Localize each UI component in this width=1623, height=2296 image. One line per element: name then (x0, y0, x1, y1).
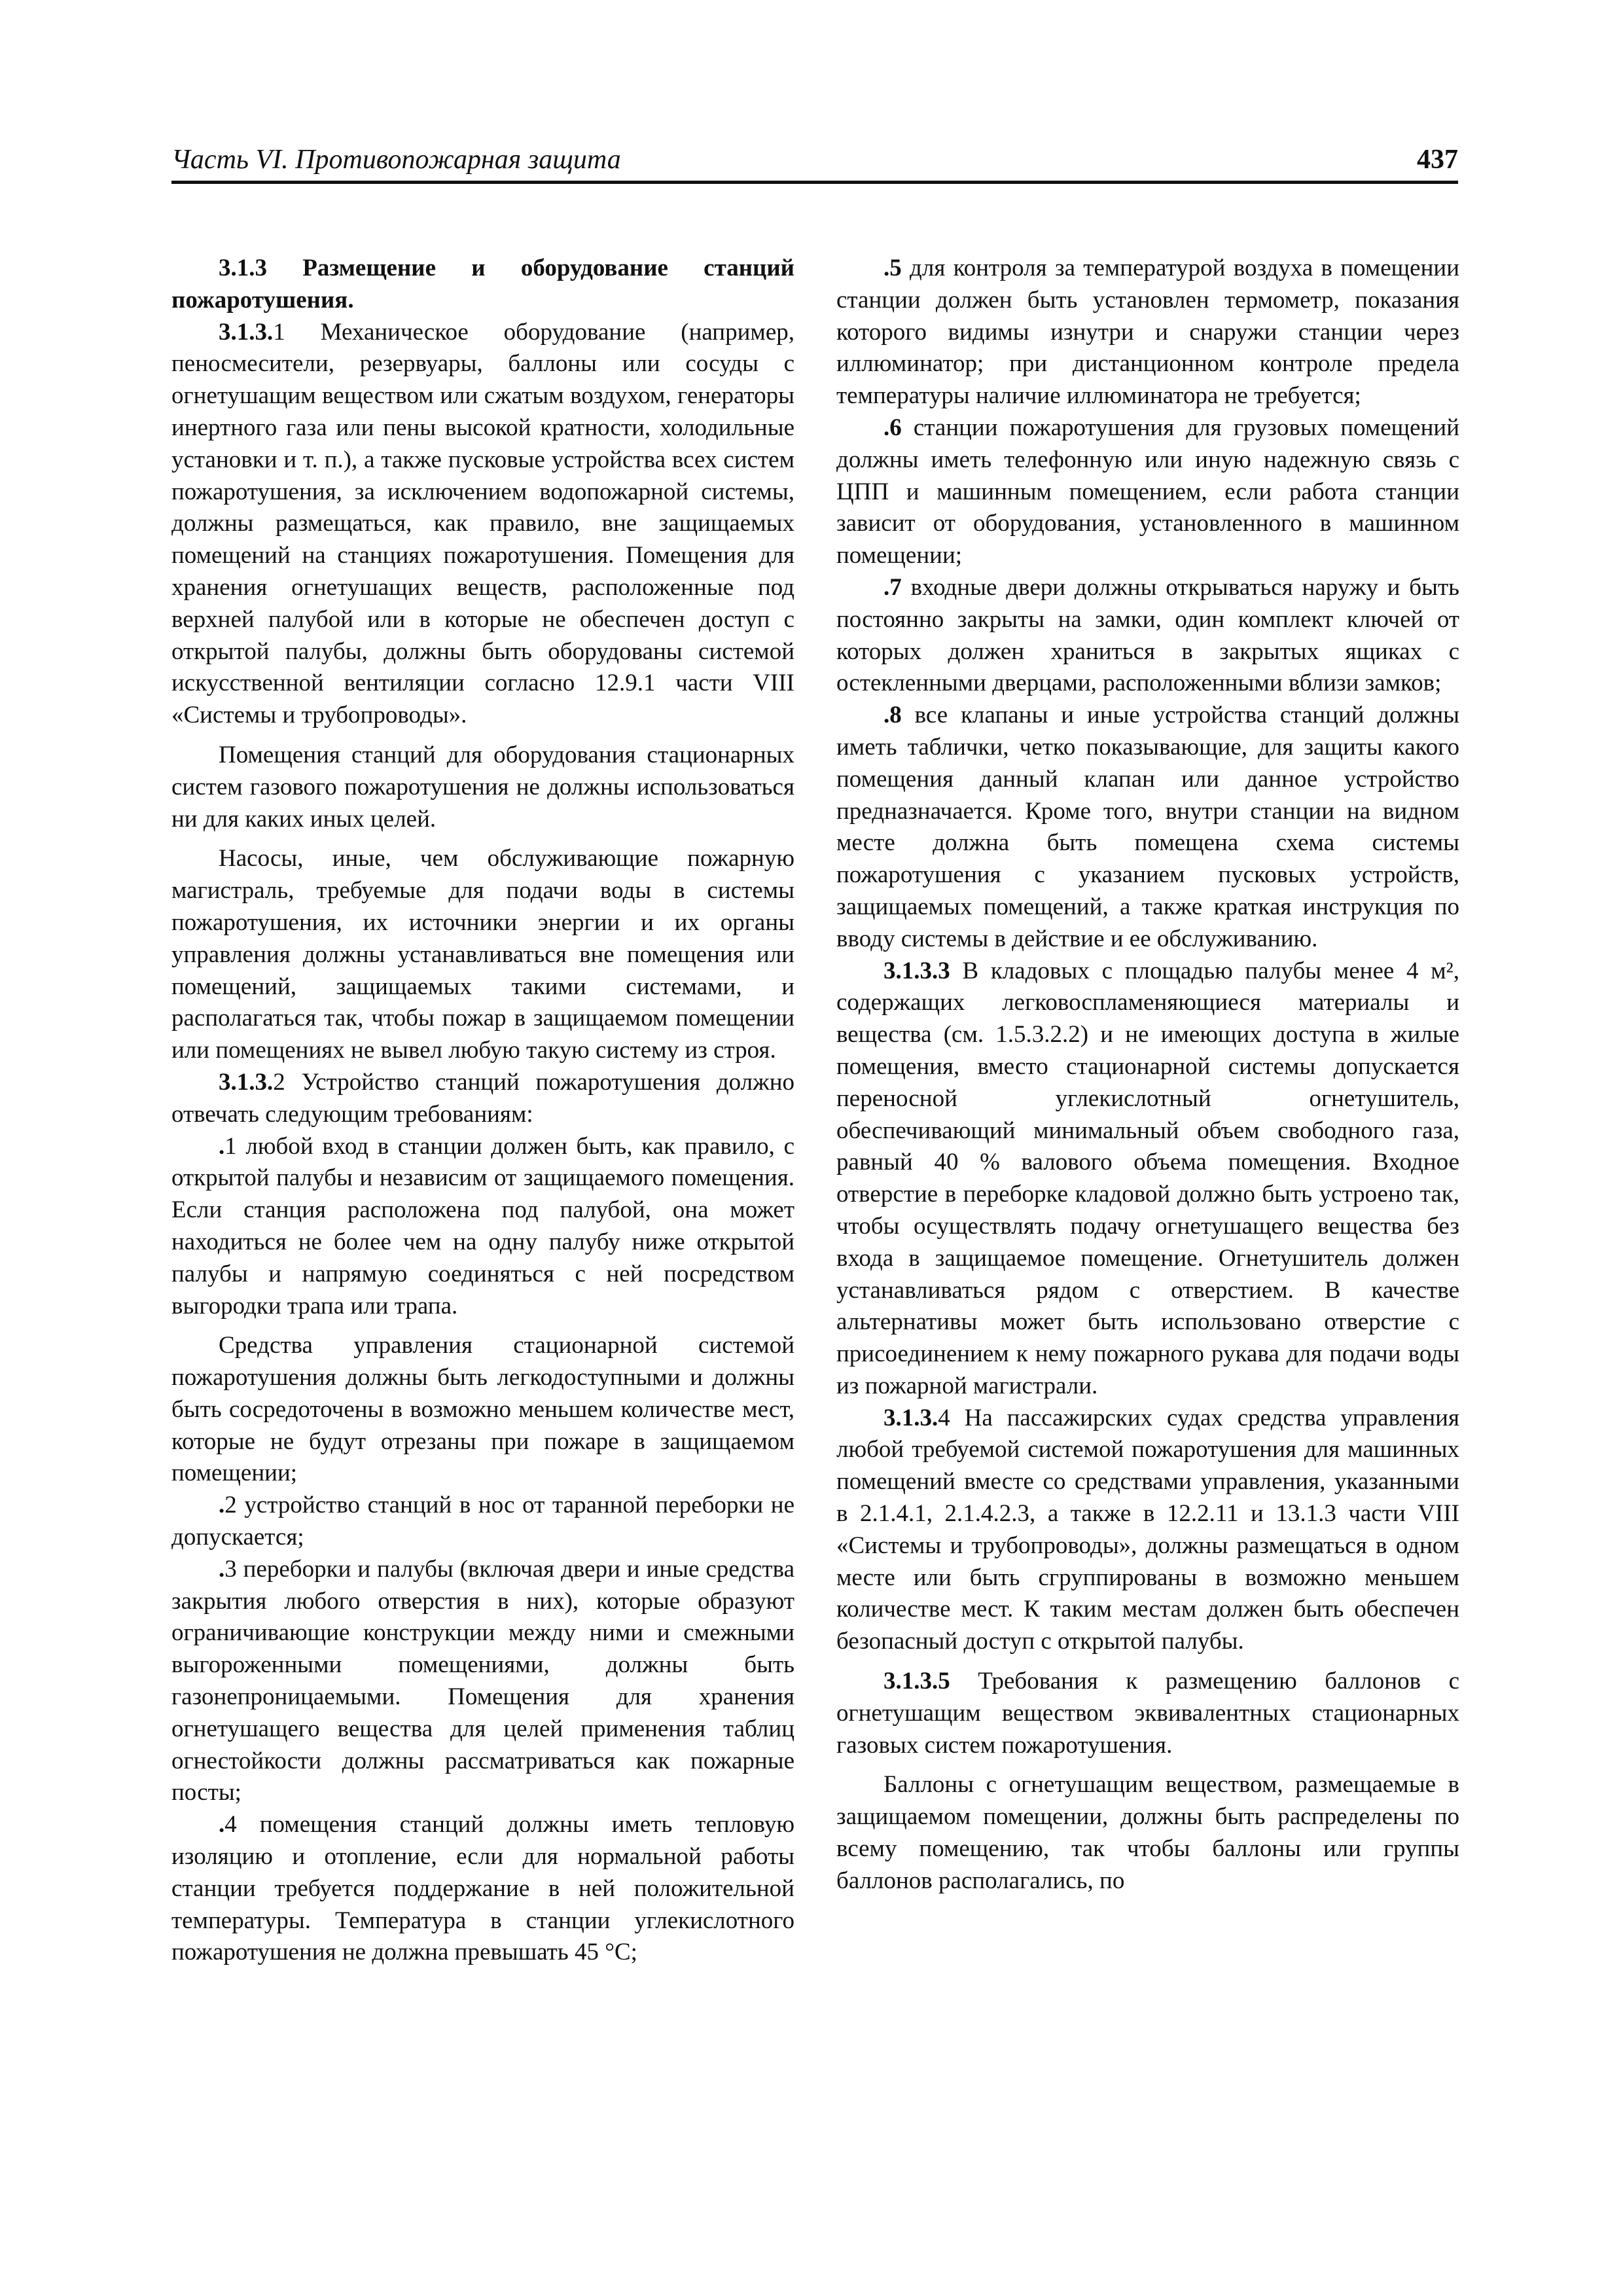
paragraph-text: станции пожаротушения для грузовых помещений должны иметь телефонную или иную надежную связь с ЦПП и машинным помещением, если работа станции зависит от оборудования, установленного в машинном помещении; (836, 414, 1459, 569)
header-title: Часть VI. Противопожарная защита (171, 145, 621, 175)
paragraph-text: 3 переборки и палубы (включая двери и иные средства закрытия любого отверстия в них), которые образуют ограничивающие конструкции между ними и смежными выгороженными помещениями, должны быть газонепроницаемыми. Помещения для хранения огнетушащего вещества для целей применения таблиц огнестойкости должны рассматриваться как пожарные посты; (171, 1555, 794, 1806)
item-number: . (219, 1555, 225, 1583)
paragraph-text: азмещение и оборудование станций пожаротушения. (171, 255, 794, 314)
item-number: .6 (883, 414, 902, 441)
clause-number: 3.1.3. (219, 1068, 274, 1096)
paragraph (171, 1131, 794, 1323)
paragraph (836, 572, 1459, 700)
paragraph-text: 4 помещения станций должны иметь тепловую изоляцию и отопление, если для нормальной работы станции требуется поддержание в ней положительной температуры. Температура в станции углекислотного пожаротушения не должна превышать 45 °С; (171, 1811, 794, 1966)
running-header (171, 141, 1458, 184)
clause-number: 3.1.3. (883, 1404, 938, 1431)
paragraph (171, 1067, 794, 1131)
paragraph-text: 4 На пассажирских судах средства управления любой требуемой системой пожаротушения для машинных помещений вместе со средствами управления, указанными в 2.1.4.1, 2.1.4.2.3, а также в 12.2.11 и 13.1.3 части VIII «Системы и трубопроводы», должны размещаться в одном месте или быть сгруппированы в возможно меньшем количестве мест. К таким местам должен быть обеспечен безопасный доступ с открытой палубы. (836, 1404, 1459, 1655)
paragraph (836, 1769, 1459, 1897)
paragraph (836, 253, 1459, 412)
paragraph-text: для контроля за температурой воздуха в помещении станции должен быть установлен термометр, показания которого видимы изнутри и снаружи станции через иллюминатор; при дистанционном контроле предела температуры наличие иллюминатора не требуется; (836, 255, 1459, 410)
clause-number: 3.1.3.5 (883, 1668, 950, 1695)
paragraph (836, 956, 1459, 1403)
paragraph (171, 1809, 794, 1969)
paragraph (836, 1666, 1459, 1761)
paragraph-text: 1 Механическое оборудование (например, пеносмесители, резервуары, баллоны или сосуды с огнетушащим веществом или сжатым воздухом, генераторы инертного газа или пены высокой кратности, холодильные установки и т. п.), а также пусковые устройства всех систем пожаротушения, за исключением водопожарной системы, должны размещаться, как правило, вне защищаемых помещений на станциях пожаротушения. Помещения для хранения огнетушащих веществ, расположенные под верхней палубой или в которые не обеспечен доступ с открытой палубы, должны быть оборудованы системой искусственной вентиляции согласно 12.9.1 части VIII «Системы и трубопроводы». (171, 318, 794, 729)
paragraph-text: В кладовых с площадью палубы менее 4 м², содержащих легковоспламеняющиеся материалы и вещества (см. 1.5.3.2.2) и не имеющих доступа в жилые помещения, вместо стационарной системы допускается переносной углекислотный огнетушитель, обеспечивающий минимальный объем свободного газа, равный 40 % валового объема помещения. Входное отверстие в переборке кладовой должно быть устроено так, чтобы осуществлять подачу огнетушащего вещества без входа в защищаемое помещение. Огнетушитель должен устанавливаться рядом с отверстием. В качестве альтернативы может быть использовано отверстие с присоединением к нему пожарного рукава для подачи воды из пожарной магистрали. (836, 957, 1459, 1399)
paragraph-text: 2 Устройство станций пожаротушения должно отвечать следующим требованиям: (171, 1068, 794, 1128)
item-number: . (219, 1811, 225, 1839)
paragraph (171, 843, 794, 1067)
item-number: . (219, 1492, 225, 1519)
paragraph (171, 1330, 794, 1490)
item-number: .7 (883, 573, 902, 601)
clause-number: 3.1.3.3 (883, 957, 950, 984)
paragraph-text: Помещения станций для оборудования стационарных систем газового пожаротушения не должны использоваться ни для каких иных целей. (171, 741, 794, 833)
paragraph-text: Насосы, иные, чем обслуживающие пожарную магистраль, требуемые для подачи воды в системы пожаротушения, их источники энергии и их органы управления должны устанавливаться вне помещения или помещений, защищаемых такими системами, и располагаться так, чтобы пожар в защищаемом помещении или помещениях не вывел любую такую систему из строя. (171, 845, 794, 1064)
paragraph-text: 2 устройство станций в нос от таранной переборки не допускается; (171, 1492, 794, 1551)
clause-number: 3.1.3 Р (219, 255, 317, 281)
right-column (836, 253, 1459, 1897)
paragraph-text: 1 любой вход в станции должен быть, как правило, с открытой палубы и независим от защищаемого помещения. Если станция расположена под палубой, она может находиться не более чем на одну палубу ниже открытой палубы и напрямую соединяться с ней посредством выгородки трапа или трапа. (171, 1132, 794, 1319)
paragraph-text: все клапаны и иные устройства станций должны иметь таблички, четко показывающие, для защиты какого помещения данный клапан или данное устройство предназначается. Кроме того, внутри станции на видном месте должна быть помещена схема системы пожаротушения с указанием пусковых устройств, защищаемых помещений, а также краткая инструкция по вводу системы в действие и ее обслуживанию. (836, 702, 1459, 952)
item-number: .8 (883, 702, 902, 729)
clause-number: 3.1.3. (219, 318, 274, 346)
page-number: 437 (1417, 145, 1458, 175)
paragraph (171, 1490, 794, 1554)
paragraph (171, 740, 794, 835)
paragraph (836, 412, 1459, 572)
paragraph (171, 317, 794, 732)
paragraph (836, 700, 1459, 955)
paragraph-text: Баллоны с огнетушащим веществом, размещаемые в защищаемом помещении, должны быть распределены по всему помещению, так чтобы баллоны или группы баллонов располагались, по (836, 1771, 1459, 1894)
left-column (171, 253, 794, 1969)
item-number: .5 (883, 255, 902, 281)
paragraph-text: Требования к размещению баллонов с огнетушащим веществом эквивалентных стационарных газовых систем пожаротушения. (836, 1668, 1459, 1759)
paragraph (836, 1403, 1459, 1658)
paragraph-text: входные двери должны открываться наружу и быть постоянно закрыты на замки, один комплект ключей от которых должен храниться в закрытых ящиках с остекленными дверцами, расположенными вблизи замков; (836, 573, 1459, 697)
paragraph-text: Средства управления стационарной системой пожаротушения должны быть легкодоступными и должны быть сосредоточены в возможно меньшем количестве мест, которые не будут отрезаны при пожаре в защищаемом помещении; (171, 1332, 794, 1487)
paragraph (171, 253, 794, 317)
item-number: . (219, 1132, 225, 1160)
paragraph (171, 1554, 794, 1809)
